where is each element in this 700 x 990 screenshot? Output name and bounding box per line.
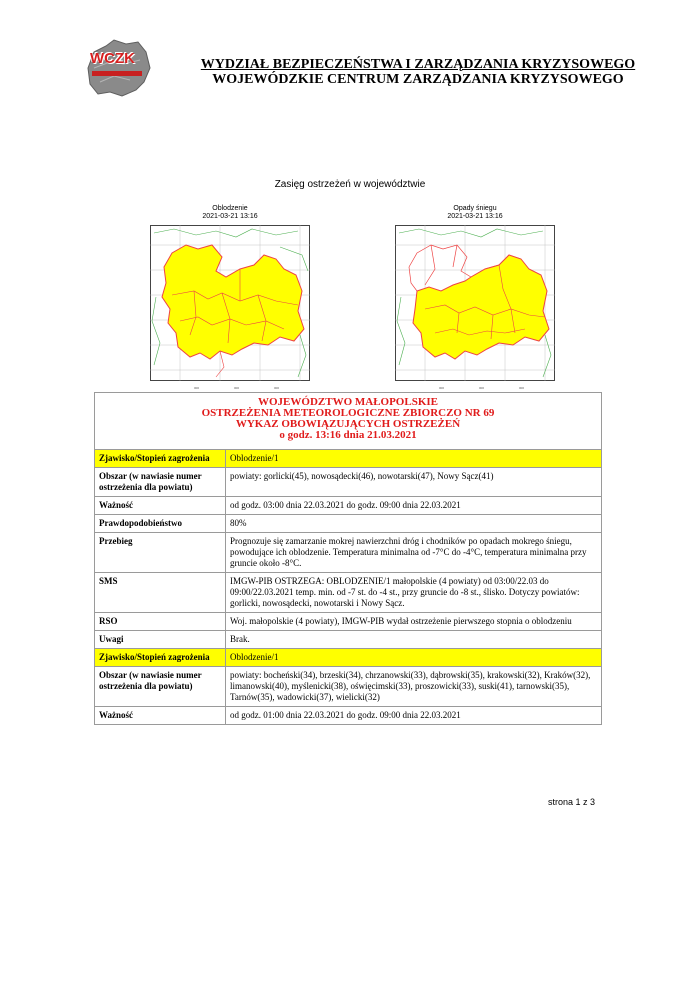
table-row (95, 515, 602, 533)
row-value: powiaty: gorlicki(45), nowosądecki(46), nowotarski(47), Nowy Sącz(41) (226, 468, 602, 497)
row-label: Zjawisko/Stopień zagrożenia (95, 450, 226, 468)
hazard-row (95, 450, 602, 468)
table-row (95, 533, 602, 573)
row-label: Prawdopodobieństwo (95, 515, 226, 533)
svg-text:000: 000 (479, 386, 485, 390)
department-name: WYDZIAŁ BEZPIECZEŃSTWA I ZARZĄDZANIA KRYZYSOWEGO (200, 57, 636, 72)
row-value: od godz. 01:00 dnia 22.03.2021 do godz. 09:00 dnia 22.03.2021 (226, 707, 602, 725)
row-label: Uwagi (95, 631, 226, 649)
row-value: powiaty: bocheński(34), brzeski(34), chrzanowski(33), dąbrowski(35), krakowski(32), Kraków(32), limanowski(40), myślenicki(38), oświęcimski(33), proszowicki(33), suski(41), tarnowski(35), Tarnów(35), wadowicki(37), wielicki(32) (226, 667, 602, 707)
logo-text: WCZK (90, 50, 135, 67)
table-row (95, 631, 602, 649)
map-caption-time: 2021-03-21 13:16 (447, 213, 503, 220)
svg-text:000: 000 (194, 386, 200, 390)
row-label: Ważność (95, 497, 226, 515)
page-number: strona 1 z 3 (548, 797, 596, 807)
row-label: Ważność (95, 707, 226, 725)
row-label: Zjawisko/Stopień zagrożenia (95, 649, 226, 667)
bulletin-header-row (95, 393, 602, 450)
map-block-icing (150, 205, 310, 395)
wczk-logo (80, 38, 152, 100)
map-caption-name: Oblodzenie (212, 205, 248, 212)
row-value: Oblodzenie/1 (226, 450, 602, 468)
icing-warning-map (150, 225, 310, 395)
bulletin-list-title: WYKAZ OBOWIĄZUJĄCYCH OSTRZEŻEŃ (235, 418, 461, 430)
row-label: Obszar (w nawiasie numer ostrzeżenia dla powiatu) (95, 667, 226, 707)
table-row (95, 468, 602, 497)
svg-text:000: 000 (234, 386, 240, 390)
map-caption-time: 2021-03-21 13:16 (202, 213, 258, 220)
hazard-row (95, 649, 602, 667)
row-value: od godz. 03:00 dnia 22.03.2021 do godz. 09:00 dnia 22.03.2021 (226, 497, 602, 515)
row-label: RSO (95, 613, 226, 631)
row-label: Przebieg (95, 533, 226, 573)
svg-text:000: 000 (519, 386, 525, 390)
row-value: Woj. małopolskie (4 powiaty), IMGW-PIB wydał ostrzeżenie pierwszego stopnia o oblodzeniu (226, 613, 602, 631)
table-row (95, 497, 602, 515)
svg-text:000: 000 (274, 386, 280, 390)
center-name: WOJEWÓDZKIE CENTRUM ZARZĄDZANIA KRYZYSOWEGO (212, 72, 624, 87)
bulletin-time: o godz. 13:16 dnia 21.03.2021 (279, 429, 417, 441)
table-row (95, 573, 602, 613)
row-value: IMGW-PIB OSTRZEGA: OBLODZENIE/1 małopolskie (4 powiaty) od 03:00/22.03 do 09:00/22.03.2021 temp. min. od -7 st. do -4 st., przy gruncie do -8 st., ślisko. Dotyczy powiatów: gorlicki, nowosądecki, nowotarski i Nowy Sącz. (226, 573, 602, 613)
table-row (95, 707, 602, 725)
bulletin-region: WOJEWÓDZTWO MAŁOPOLSKIE (258, 396, 438, 408)
row-label: Obszar (w nawiasie numer ostrzeżenia dla powiatu) (95, 468, 226, 497)
svg-text:000: 000 (439, 386, 445, 390)
document-header (80, 38, 640, 108)
table-row (95, 613, 602, 631)
map-caption-name: Opady śniegu (453, 205, 497, 212)
warnings-table (94, 392, 602, 725)
table-row (95, 667, 602, 707)
snowfall-warning-map (395, 225, 555, 395)
row-value: Oblodzenie/1 (226, 649, 602, 667)
map-block-snowfall (395, 205, 555, 395)
row-label: SMS (95, 573, 226, 613)
bulletin-number: OSTRZEŻENIA METEOROLOGICZNE ZBIORCZO NR 69 (201, 407, 495, 419)
row-value: Prognozuje się zamarzanie mokrej nawierzchni dróg i chodników po opadach mokrego śniegu, powodujące ich oblodzenie. Temperatura minimalna od -7°C do -4°C, temperatura minimalna przy gruncie około -8°C. (226, 533, 602, 573)
bulletin-title (95, 393, 602, 450)
logo-map-icon (80, 38, 152, 100)
row-value: Brak. (226, 631, 602, 649)
maps-title: Zasięg ostrzeżeń w województwie (274, 179, 426, 190)
row-value: 80% (226, 515, 602, 533)
